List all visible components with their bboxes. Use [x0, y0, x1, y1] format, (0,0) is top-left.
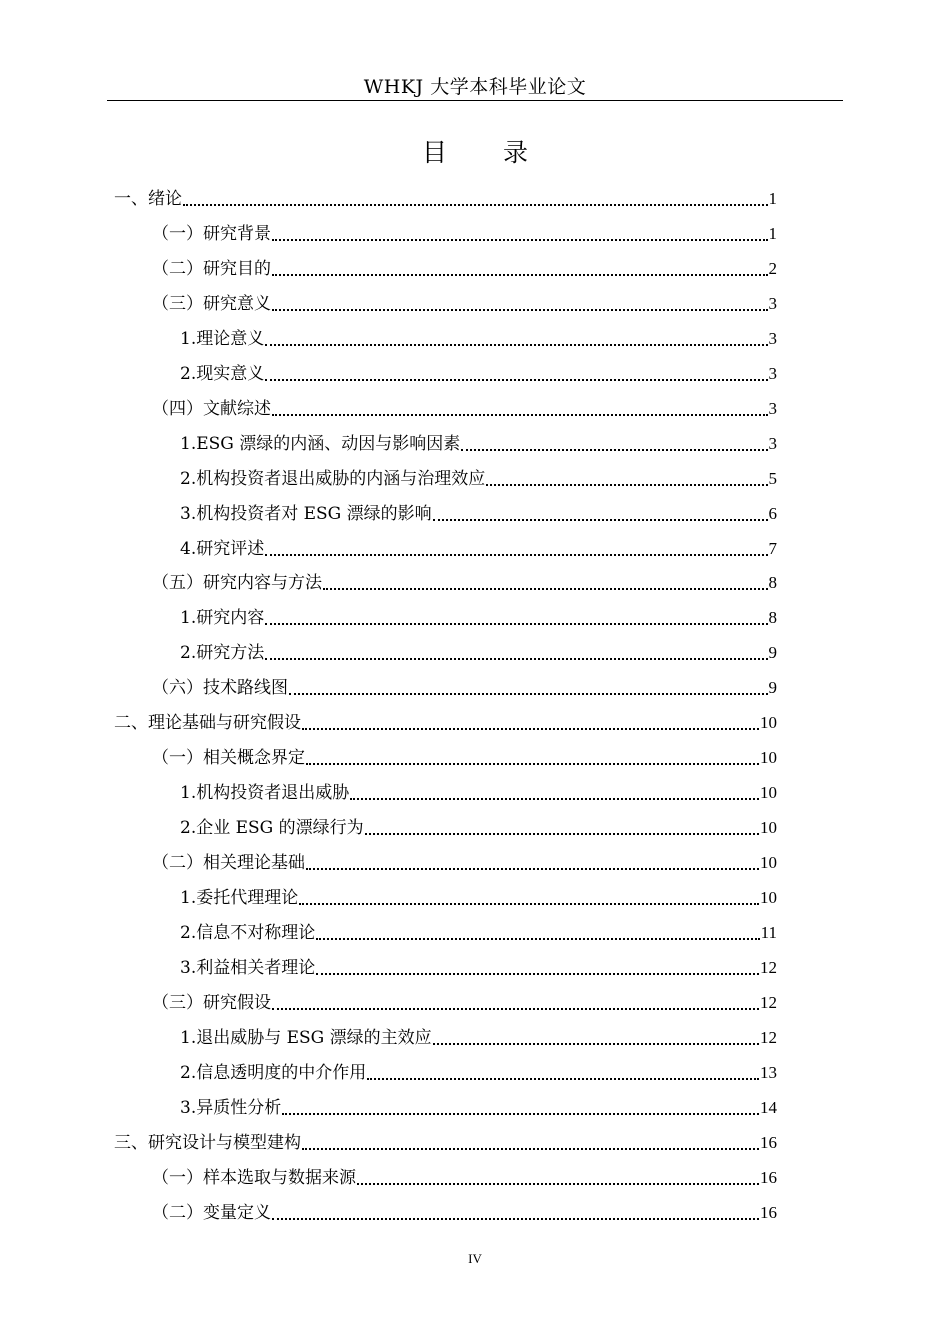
toc-entry[interactable] — [114, 1130, 777, 1154]
toc-leader-dots — [323, 582, 768, 590]
toc-entry[interactable] — [180, 1060, 777, 1084]
toc-entry-label: 3.利益相关者理论 — [180, 958, 316, 978]
toc-leader-dots — [282, 1107, 759, 1115]
toc-entry-label: 2.研究方法 — [180, 643, 265, 663]
toc-entry[interactable] — [152, 256, 777, 280]
toc-entry[interactable] — [180, 1095, 777, 1119]
toc-entry-page: 14 — [760, 1098, 777, 1117]
toc-entry-label: 4.研究评述 — [180, 539, 265, 559]
toc-leader-dots — [433, 513, 768, 521]
toc-entry[interactable] — [180, 815, 777, 839]
toc-leader-dots — [306, 757, 759, 765]
toc-entry-page: 1 — [768, 189, 777, 208]
toc-leader-dots — [265, 652, 767, 660]
toc-entry-label: 1.ESG 漂绿的内涵、动因与影响因素 — [180, 434, 461, 454]
toc-entry[interactable] — [152, 221, 777, 245]
toc-entry-page: 10 — [760, 783, 777, 802]
toc-entry-label: （二）研究目的 — [152, 259, 271, 279]
toc-leader-dots — [272, 268, 768, 276]
toc-entry-page: 12 — [760, 958, 777, 977]
toc-entry[interactable] — [180, 361, 777, 385]
toc-leader-dots — [365, 827, 759, 835]
toc-leader-dots — [299, 897, 759, 905]
toc-entry-page: 16 — [760, 1168, 777, 1187]
toc-entry-label: （一）研究背景 — [152, 224, 271, 244]
toc-entry-page: 10 — [760, 853, 777, 872]
header-rule — [107, 100, 843, 101]
toc-entry-page: 3 — [768, 434, 777, 453]
toc-entry[interactable] — [180, 780, 777, 804]
toc-entry-page: 8 — [768, 608, 777, 627]
toc-entry[interactable] — [180, 955, 777, 979]
toc-leader-dots — [272, 408, 768, 416]
toc-entry-page: 9 — [768, 643, 777, 662]
toc-entry-page: 6 — [768, 504, 777, 523]
toc-entry-page: 8 — [768, 573, 777, 592]
toc-entry-label: 1.退出威胁与 ESG 漂绿的主效应 — [180, 1028, 432, 1048]
toc-title: 目 录 — [422, 138, 552, 167]
toc-entry-label: （一）样本选取与数据来源 — [152, 1168, 356, 1188]
toc-entry-label: 1.机构投资者退出威胁 — [180, 783, 350, 803]
toc-entry[interactable] — [180, 1025, 777, 1049]
toc-leader-dots — [265, 373, 767, 381]
toc-entry-page: 12 — [760, 993, 777, 1012]
toc-entry-page: 16 — [760, 1133, 777, 1152]
toc-entry-label: 2.机构投资者退出威胁的内涵与治理效应 — [180, 469, 486, 489]
toc-entry-label: 1.理论意义 — [180, 329, 265, 349]
toc-leader-dots — [316, 932, 759, 940]
toc-entry[interactable] — [152, 396, 777, 420]
toc-entry-page: 10 — [760, 818, 777, 837]
toc-entry-page: 3 — [768, 329, 777, 348]
page-number: IV — [468, 1251, 482, 1266]
toc-entry-page: 10 — [760, 713, 777, 732]
toc-entry-label: 三、研究设计与模型建构 — [114, 1133, 301, 1153]
toc-entry-label: （二）相关理论基础 — [152, 853, 305, 873]
toc-entry[interactable] — [180, 605, 777, 629]
toc-leader-dots — [272, 303, 768, 311]
toc-leader-dots — [306, 862, 759, 870]
toc-entry-label: （三）研究意义 — [152, 294, 271, 314]
toc-leader-dots — [272, 1002, 759, 1010]
toc-leader-dots — [461, 443, 767, 451]
toc-entry-page: 1 — [768, 224, 777, 243]
toc-entry[interactable] — [180, 466, 777, 490]
toc-leader-dots — [265, 617, 767, 625]
toc-leader-dots — [316, 967, 759, 975]
toc-entry[interactable] — [152, 1165, 777, 1189]
toc-entry-page: 16 — [760, 1203, 777, 1222]
toc-entry-label: （二）变量定义 — [152, 1203, 271, 1223]
toc-entry-page: 3 — [768, 364, 777, 383]
toc-entry-label: 3.机构投资者对 ESG 漂绿的影响 — [180, 504, 432, 524]
toc-entry[interactable] — [180, 885, 777, 909]
toc-leader-dots — [272, 233, 768, 241]
toc-entry[interactable] — [180, 431, 777, 455]
toc-entry-label: （三）研究假设 — [152, 993, 271, 1013]
toc-entry-label: 1.委托代理理论 — [180, 888, 299, 908]
toc-leader-dots — [289, 687, 768, 695]
toc-entry[interactable] — [152, 990, 777, 1014]
toc-entry[interactable] — [180, 640, 777, 664]
toc-entry-page: 9 — [768, 678, 777, 697]
toc-leader-dots — [302, 1142, 759, 1150]
toc-entry[interactable] — [152, 850, 777, 874]
toc-entry[interactable] — [152, 291, 777, 315]
toc-entry[interactable] — [180, 326, 777, 350]
toc-entry-label: （一）相关概念界定 — [152, 748, 305, 768]
toc-leader-dots — [272, 1212, 759, 1220]
toc-leader-dots — [265, 338, 767, 346]
toc-entry-label: 2.现实意义 — [180, 364, 265, 384]
toc-entry-label: 2.信息透明度的中介作用 — [180, 1063, 367, 1083]
toc-entry[interactable] — [152, 570, 777, 594]
toc-entry-page: 7 — [768, 539, 777, 558]
toc-entry-page: 3 — [768, 294, 777, 313]
toc-entry-page: 10 — [760, 888, 777, 907]
toc-entry-page: 12 — [760, 1028, 777, 1047]
toc-entry-page: 5 — [768, 469, 777, 488]
toc-entry[interactable] — [152, 1200, 777, 1224]
toc-entry[interactable] — [114, 186, 777, 210]
toc-entry-label: 1.研究内容 — [180, 608, 265, 628]
toc-entry-label: 2.信息不对称理论 — [180, 923, 316, 943]
toc-entry-page: 10 — [760, 748, 777, 767]
running-header: WHKJ 大学本科毕业论文 — [363, 76, 587, 98]
toc-entry-label: 3.异质性分析 — [180, 1098, 282, 1118]
toc-entry[interactable] — [180, 920, 777, 944]
toc-entry[interactable] — [180, 536, 777, 560]
toc-leader-dots — [265, 548, 767, 556]
toc-entry-label: （四）文献综述 — [152, 399, 271, 419]
toc-entry-label: 一、绪论 — [114, 189, 182, 209]
toc-leader-dots — [183, 198, 768, 206]
toc-entry-page: 2 — [768, 259, 777, 278]
toc-leader-dots — [357, 1177, 759, 1185]
toc-entry[interactable] — [152, 745, 777, 769]
toc-entry-label: 2.企业 ESG 的漂绿行为 — [180, 818, 364, 838]
toc-entry-label: （五）研究内容与方法 — [152, 573, 322, 593]
toc-entry-page: 13 — [760, 1063, 777, 1082]
toc-leader-dots — [433, 1037, 759, 1045]
toc-entry[interactable] — [180, 501, 777, 525]
toc-entry-page: 11 — [760, 923, 777, 942]
toc-leader-dots — [367, 1072, 759, 1080]
toc-entry[interactable] — [114, 710, 777, 734]
toc-leader-dots — [486, 478, 767, 486]
toc-leader-dots — [302, 722, 759, 730]
toc-entry-label: （六）技术路线图 — [152, 678, 288, 698]
toc-entry[interactable] — [152, 675, 777, 699]
toc-entry-label: 二、理论基础与研究假设 — [114, 713, 301, 733]
toc-leader-dots — [350, 792, 759, 800]
toc-entry-page: 3 — [768, 399, 777, 418]
